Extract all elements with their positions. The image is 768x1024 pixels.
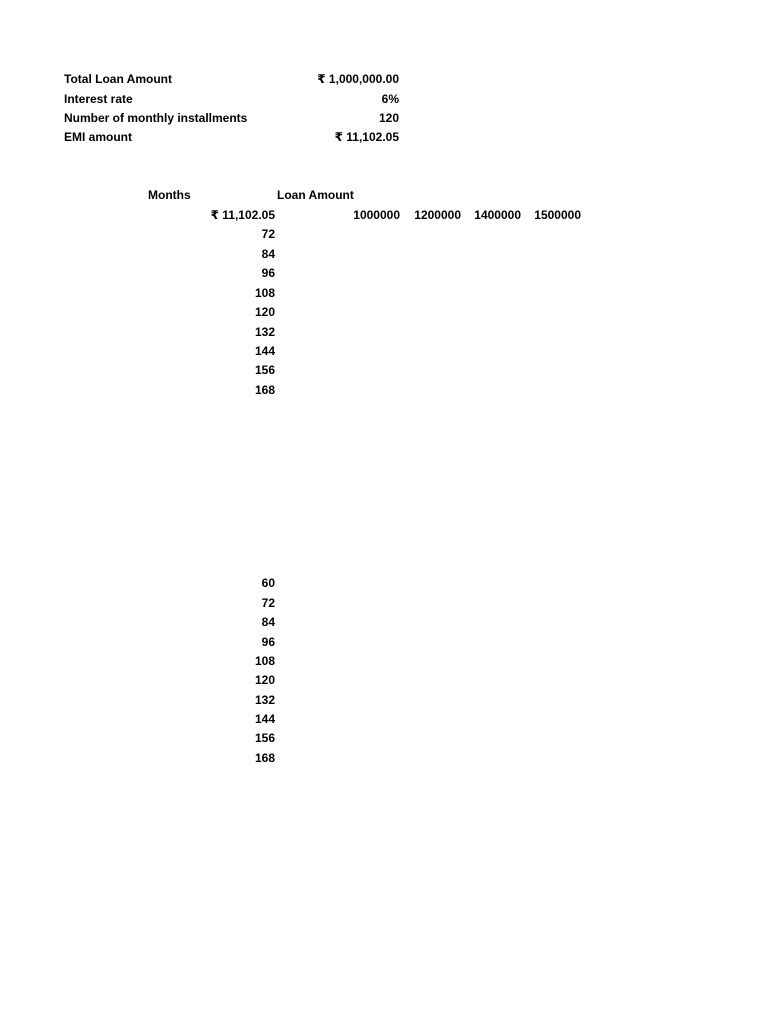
month-cell: 156 (254, 731, 275, 745)
loan-amount-cell: 1200000 (414, 208, 461, 222)
month-cell: 72 (261, 596, 275, 610)
summary-value-installments: 120 (378, 111, 399, 125)
month-cell: 120 (254, 673, 275, 687)
month-cell: 168 (254, 383, 275, 397)
month-cell: 168 (254, 751, 275, 765)
summary-label-installments: Number of monthly installments (64, 111, 248, 125)
month-cell: 84 (261, 615, 275, 629)
month-cell: 96 (261, 266, 275, 280)
month-cell: 156 (254, 363, 275, 377)
month-cell: 84 (261, 247, 275, 261)
month-cell: 144 (254, 712, 275, 726)
loan-amount-cell: 1400000 (474, 208, 521, 222)
month-cell: 108 (254, 654, 275, 668)
summary-label-total-loan: Total Loan Amount (64, 72, 172, 86)
summary-value-total-loan: ₹ 1,000,000.00 (317, 72, 399, 86)
months-header: Months (148, 188, 191, 202)
month-cell: 132 (254, 693, 275, 707)
summary-label-emi: EMI amount (64, 130, 132, 144)
month-cell: 132 (254, 325, 275, 339)
month-cell: 72 (261, 227, 275, 241)
summary-value-interest-rate: 6% (381, 92, 399, 106)
month-cell: 108 (254, 286, 275, 300)
loan-amount-cell: 1500000 (534, 208, 581, 222)
summary-label-interest-rate: Interest rate (64, 92, 133, 106)
month-cell: 120 (254, 305, 275, 319)
month-cell: 144 (254, 344, 275, 358)
month-cell: 96 (261, 635, 275, 649)
emi-corner-cell: ₹ 11,102.05 (210, 208, 275, 222)
month-cell: 60 (261, 576, 275, 590)
loan-amount-header: Loan Amount (277, 188, 354, 202)
summary-value-emi: ₹ 11,102.05 (334, 130, 399, 144)
loan-amount-cell: 1000000 (353, 208, 400, 222)
